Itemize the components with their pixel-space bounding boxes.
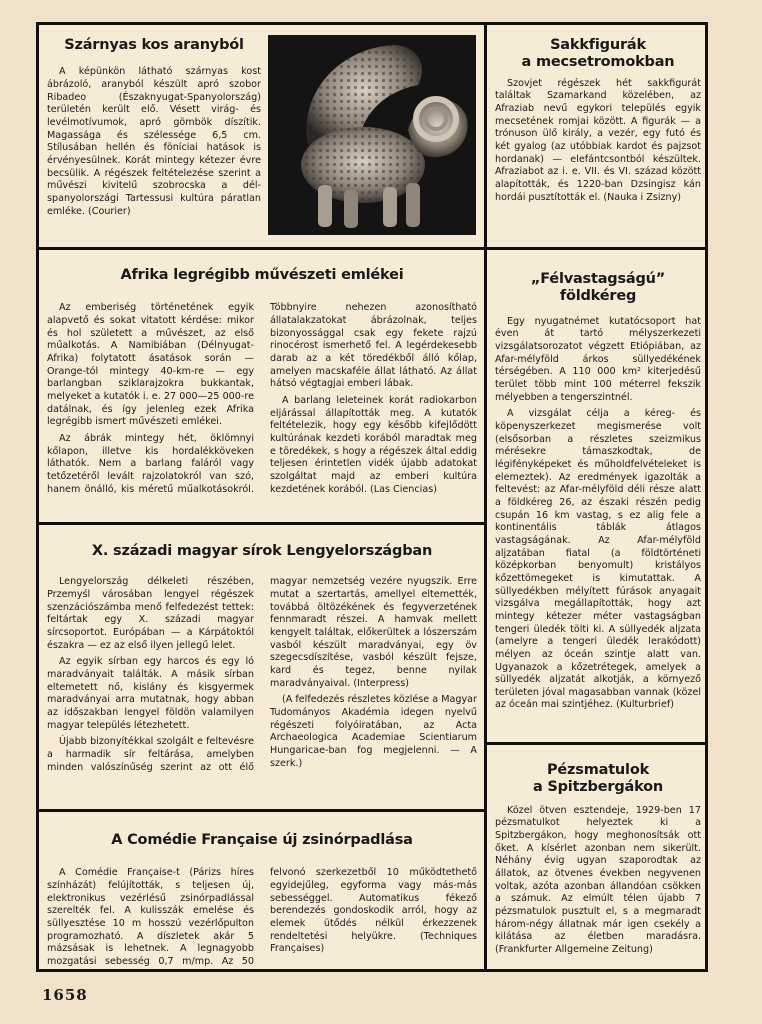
- article-musk-text: Közel ötven esztendeje, 1929-ben 17 pézsmatulkot helyeztek ki a Spitzbergákon, hogy meghonosítsák ott őket. A kísérlet azonban nem sikerült. Néhány évig ugyan szaporodtak az állatok, az ötvenes években negyvenen voltak, azóta azonban állandóan csökken a számuk. Az elmúlt télen újabb 7 pézsmatulok pusztult el, s a megmaradt három-négy állatnak már igen csekély a kilátása az életben maradásra. (Frankfurter Allgemeine Zeitung): [495, 804, 701, 955]
- article-musk-title-2: a Spitzbergákon: [532, 779, 664, 796]
- article-comedie-body: [47, 867, 477, 968]
- divider-crust-musk: [485, 742, 707, 745]
- article-chess-text: Szovjet régészek hét sakkfigurát találtak Szamarkand közelében, az Afraziab nevű egykori település egyik mecsetének romjai között. A figurák — a trónuson ülő király, a vezér, egy futó és két gyalog (az utóbbiak kardot és pajzsot hordanak) — elefántcsontból készültek. Afraziabot az i. e. VII. és VI. század között alapították, és 1220-ban Dzsingisz kán hordái pusztították el. (Nauka i Zsizny): [495, 77, 701, 203]
- article-ram-title: Szárnyas kos aranyból: [64, 37, 244, 53]
- divider-graves-comedie: [39, 809, 485, 812]
- article-crust-p2: A vizsgálat célja a kéreg- és köpenyszerkezet megismerése volt (elsősorban a részletes szeizmikus mérésekre támaszkodtak, de légifényképeket és műholdfelvételeket is elemeztek). Az eredmények igazolták a feltevést: az Afar-mélyföld déli része alatt a földkéreg 26, az északi részén pedig csupán 16 km vastag, s ez alig fele a kontinentális táblák átlagos vastagságának. Az Afar-mélyföld aljzatában fiatal (a földtörténeti középkorban benyomult) kristályos kőzettömegeket is kimutattak. A süllyedékben mélyített fúrások anyagait vizsgálva megállapították, hogy azt mintegy kétezer méter vastagságban tengeri üledék tölti ki. A süllyedék aljzata (amelyre a tengeri üledék lerakódott) mélyen az óceán szintje alatt van. Ugyanazok a kőzetrétegek, amelyek a süllyedék aljzatát alkotják, a környező területen jóval magasabban vannak (közel az óceán mai szintjéhez. (Kulturbrief): [495, 408, 701, 711]
- article-crust-title-2: földkéreg: [559, 288, 637, 305]
- article-comedie-title: A Comédie Française új zsinórpadlása: [111, 832, 413, 848]
- article-chess-title-1: Sakkfigurák: [550, 37, 646, 53]
- article-africa-title: Afrika legrégibb művészeti emlékei: [120, 267, 404, 283]
- article-graves-title: X. századi magyar sírok Lengyelországban: [91, 543, 433, 559]
- article-crust: [495, 257, 701, 740]
- article-comedie: [47, 820, 477, 968]
- article-graves-p4: (A felfedezés részletes közlése a Magyar Tudományos Akadémia idegen nyelvű régészeti folyóiratában, az Acta Archaeologica Academiae Scientiarum Hungaricae-ban fog megjelenni. — A szerk.): [270, 694, 477, 769]
- article-africa-p1: Az emberiség történetének egyik alapvető és sokat vitatott kérdése: mikor és hol született a művészet, az első műalkotás. A Namibiában (Délnyugat-Afrika) folytatott ásatások során — Orange-tól mintegy 40-km-re — egy barlangban sziklarajzokra bukkantak, melyeket a kutatók i. e. 27 000—25 000-re datálnak, és így jelenleg ezek Afrika legrégibb ismert művészeti emlékei.: [47, 302, 254, 428]
- article-africa-body: [47, 302, 477, 498]
- divider-ram-africa: [39, 247, 485, 250]
- article-musk: [495, 752, 701, 968]
- article-chess-title-2: a mecsetromokban: [521, 54, 675, 71]
- article-ram-text: A képünkön látható szárnyas kost ábrázoló, aranyból készült apró szobor Ribadeo (Északnyugat-Spanyolország) területén került elő. Vésett virág- és levélmotívumok, apró gömbök díszítik. Magassága és szélessége 6,5 cm. Stílusában hellén és föníciai hatások is érvényesülnek. Korát mintegy kétezer évre becsülik. A régészek feltételezése szerint a művészi kivitelű szobrocska a dél-spanyolországi Tartessusi kultúra páratlan emléke. (Courier): [47, 66, 261, 217]
- article-africa-p2: Az ábrák mintegy hét, öklömnyi kőlapon, illetve kis hordalékköveken láthatók. Nem a barlang faláról vagy tetőzetéről levált rajzolatokról van szó, hanem önálló, kis méretű műalkotásokról. Többnyire nehezen azonosítható állatalakzatokat ábrázolnak, teljes bizonyossággal csak egy fekete rajzú rinocérost ismerhető fel. A legérdekesebb darab az a két töredékből álló kőlap, amelyen macskaféle állat látható. Az állat hátsó végtagjai emberi lábak.: [47, 302, 477, 495]
- divider-vertical: [484, 25, 487, 969]
- article-africa: [47, 257, 477, 519]
- divider-africa-graves: [39, 522, 485, 525]
- article-graves: [47, 533, 477, 807]
- divider-chess-crust: [485, 247, 707, 250]
- winged-ram-icon: [268, 35, 476, 235]
- article-crust-title-1: „Félvastagságú”: [530, 271, 666, 287]
- article-africa-p3: A barlang leleteinek korát radiokarbon eljárással állapították meg. A kutatók feltételezik, hogy egy később kifejlődött kultúrának kezdeti korából maradtak meg e töredékek, s hogy a régészek által eddig teljesen érintetlen vidék újabb adatokat szolgáltat majd az emberi kultúra kezdetének korából. (Las Ciencias): [270, 394, 477, 495]
- article-graves-p2: Az egyik sírban egy harcos és egy ló maradványait találták. A másik sírban eltemetett nő, kislány és kisgyermek maradványai arra mutatnak, hogy abban az időszakban lengyel földön valamilyen magyar település létezhetett.: [47, 656, 254, 731]
- article-graves-body: [47, 576, 477, 774]
- article-graves-p3: Újabb bizonyítékkal szolgált e feltevésre a harmadik sír feltárása, amelyben minden valószínűség szerint az ott élő magyar nemzetség vezére nyugszik. Erre mutat a szertartás, amellyel eltemették, továbbá öltözékének és fegyverzetének fennmaradt részei. A hamvak mellett kengyelt találtak, előkerültek a lószerszám vasból készült maradványai, egy öv szegecsdíszítése, vasból készült fejsze, kard és tegez, benne nyilak maradványaival. (Interpress): [47, 576, 477, 773]
- page-number: 1658: [42, 986, 88, 1004]
- article-comedie-text: A Comédie Française-t (Párizs híres színházát) felújították, s teljesen új, elektronikus vezérlésű zsinórpadlással szerelték fel. A kulisszák emelése és süllyesztése 10 m hosszú vezérlőpulton programozható. A díszletek akár 5 mázsásak is lehetnek. A legnagyobb mozgatási sebesség 0,7 m/mp. Az 50 felvonó szerkezetből 10 működtethető egyidejűleg, egyforma vagy más-más sebességgel. Automatikus fékező berendezés gondoskodik arról, hogy az elemek ütődés nélkül érkezzenek rendeltetési helyükre. (Techniques Françaises): [47, 867, 477, 967]
- article-graves-p1: Lengyelország délkeleti részében, Przemyśl városában lengyel régészek szenzációszámba menő felfedezést tettek: feltártak egy X. századi magyar sírcsoportot. Európában — a Kárpátoktól északra — ez az első ilyen jellegű lelet.: [47, 576, 254, 651]
- winged-ram-photo: [268, 35, 476, 235]
- article-musk-title-1: Pézsmatulok: [546, 762, 650, 778]
- article-ram: [47, 33, 261, 245]
- article-chess: [495, 33, 701, 245]
- magazine-page: [36, 22, 708, 972]
- article-crust-p1: Egy nyugatnémet kutatócsoport hat éven át tartó mélyszerkezeti vizsgálatsorozatot végzett Etiópiában, az Afar-mélyföld árkos süllyedékének térségében. A 110 000 km² kiterjedésű terület több mint 100 méterrel fekszik mélyebben a tengerszintnél.: [495, 315, 701, 403]
